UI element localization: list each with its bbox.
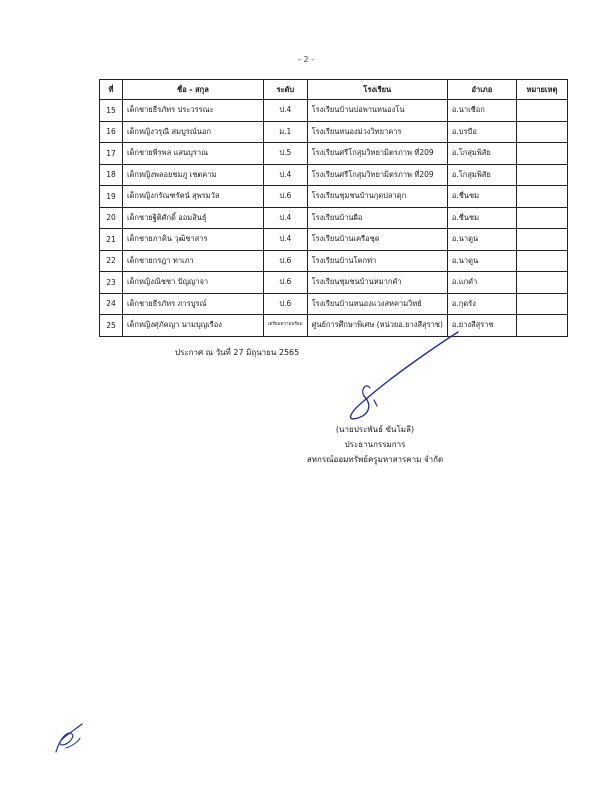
cell-district: อ.นาเชือก: [447, 100, 516, 122]
table-row: [100, 272, 568, 294]
cell-level: ป.6: [264, 186, 308, 208]
header-name: ชื่อ - สกุล: [123, 80, 264, 100]
signatory-position: ประธานกรรมการ: [344, 440, 406, 449]
cell-school: โรงเรียนศรีโกสุมวิทยามิตรภาพ ที่209: [307, 143, 447, 165]
cell-note: [516, 186, 567, 208]
header-no: ที่: [100, 80, 123, 100]
cell-school: โรงเรียนศรีโกสุมวิทยามิตรภาพ ที่209: [307, 164, 447, 186]
cell-level: ป.6: [264, 272, 308, 294]
cell-level: ป.4: [264, 207, 308, 229]
cell-note: [516, 207, 567, 229]
header-school: โรงเรียน: [307, 80, 447, 100]
cell-note: [516, 293, 567, 315]
initial-mark: [50, 718, 90, 758]
cell-district: อ.ชื่นชม: [447, 207, 516, 229]
cell-school: โรงเรียนชุมชนบ้านหมากคำ: [307, 272, 447, 294]
header-level: ระดับ: [264, 80, 308, 100]
cell-level: ป.4: [264, 229, 308, 251]
table-header-row: [100, 80, 568, 100]
cell-note: [516, 143, 567, 165]
cell-level: ม.1: [264, 121, 308, 143]
cell-name: เด็กหญิงวรุณี สมบูรณ์นอก: [123, 121, 264, 143]
cell-no: 16: [100, 121, 123, 143]
cell-name: เด็กชายฐิติศักดิ์ ออมสินธุ์: [123, 207, 264, 229]
cell-name: เด็กหญิงพลอยชมภู เชตคาม: [123, 164, 264, 186]
cell-name: เด็กหญิงณิชชา ปัญญาจา: [123, 272, 264, 294]
table-row: [100, 121, 568, 143]
cell-name: เด็กหญิงศุภัคญา นามบุญเรือง: [123, 315, 264, 337]
header-district: อำเภอ: [447, 80, 516, 100]
cell-school: โรงเรียนบ้านเครือชุด: [307, 229, 447, 251]
cell-note: [516, 164, 567, 186]
cell-no: 22: [100, 250, 123, 272]
cell-district: อ.โกสุมพิสัย: [447, 143, 516, 165]
header-note: หมายเหตุ: [516, 80, 567, 100]
table-row: [100, 164, 568, 186]
cell-note: [516, 250, 567, 272]
cell-school: โรงเรียนบ้านผือ: [307, 207, 447, 229]
signatory-name: (นายประพันธ์ ขันโมลี): [335, 425, 415, 434]
table-row: [100, 186, 568, 208]
cell-district: อ.นาดูน: [447, 229, 516, 251]
cell-note: [516, 315, 567, 337]
cell-no: 24: [100, 293, 123, 315]
announcement-date: ประกาศ ณ วันที่ 27 มิถุนายน 2565: [175, 348, 300, 357]
cell-district: อ.กุดรัง: [447, 293, 516, 315]
cell-district: อ.นาดูน: [447, 250, 516, 272]
table-row: [100, 207, 568, 229]
cell-no: 15: [100, 100, 123, 122]
cell-name: เด็กหญิงกรัณฑรัตน์ สุพรมวัล: [123, 186, 264, 208]
cell-school: โรงเรียนบ้านโคกท่า: [307, 250, 447, 272]
table-body: [100, 100, 568, 337]
cell-level: เตรียมความพร้อม: [264, 315, 308, 337]
cell-level: ป.5: [264, 143, 308, 165]
cell-level: ป.6: [264, 293, 308, 315]
cell-no: 18: [100, 164, 123, 186]
cell-no: 21: [100, 229, 123, 251]
table-row: [100, 250, 568, 272]
cell-school: ศูนย์การศึกษาพิเศษ (หน่วยอ.ยางสีสุราช): [307, 315, 447, 337]
table-row: [100, 100, 568, 122]
cell-name: เด็กชายพีรพล แสนบุราณ: [123, 143, 264, 165]
cell-no: 19: [100, 186, 123, 208]
signature-mark: [320, 330, 460, 425]
cell-note: [516, 229, 567, 251]
cell-level: ป.6: [264, 250, 308, 272]
cell-name: เด็กชายธีรภัทร ภารบูรณ์: [123, 293, 264, 315]
table-row: [100, 293, 568, 315]
table-row: [100, 143, 568, 165]
cell-district: อ.แกดำ: [447, 272, 516, 294]
cell-no: 25: [100, 315, 123, 337]
cell-name: เด็กชายภาคิน วุฒิชาสาร: [123, 229, 264, 251]
cell-school: โรงเรียนชุมชนบ้านกุดปลาดุก: [307, 186, 447, 208]
cell-level: ป.4: [264, 100, 308, 122]
cell-district: อ.บรบือ: [447, 121, 516, 143]
cell-district: อ.โกสุมพิสัย: [447, 164, 516, 186]
cell-no: 23: [100, 272, 123, 294]
signatory-organization: สหกรณ์ออมทรัพย์ครูมหาสารคาม จำกัด: [306, 455, 444, 464]
cell-note: [516, 100, 567, 122]
signature-block: [255, 422, 495, 467]
cell-note: [516, 121, 567, 143]
cell-name: เด็กชายธีรภัทร ประวรรณะ: [123, 100, 264, 122]
cell-no: 20: [100, 207, 123, 229]
student-table: [99, 79, 568, 337]
cell-district: อ.ชื่นชม: [447, 186, 516, 208]
cell-no: 17: [100, 143, 123, 165]
page-number: - 2 -: [298, 55, 314, 64]
cell-name: เด็กชายกรฎา ทาเภา: [123, 250, 264, 272]
cell-school: โรงเรียนหนองม่วงวิทยาคาร: [307, 121, 447, 143]
cell-note: [516, 272, 567, 294]
cell-level: ป.4: [264, 164, 308, 186]
cell-district: อ.ยางสีสุราช: [447, 315, 516, 337]
table-row: [100, 229, 568, 251]
cell-school: โรงเรียนบ้านบ่อพานหนองโน: [307, 100, 447, 122]
cell-school: โรงเรียนบ้านหนองแวงสหคามวิทย์: [307, 293, 447, 315]
